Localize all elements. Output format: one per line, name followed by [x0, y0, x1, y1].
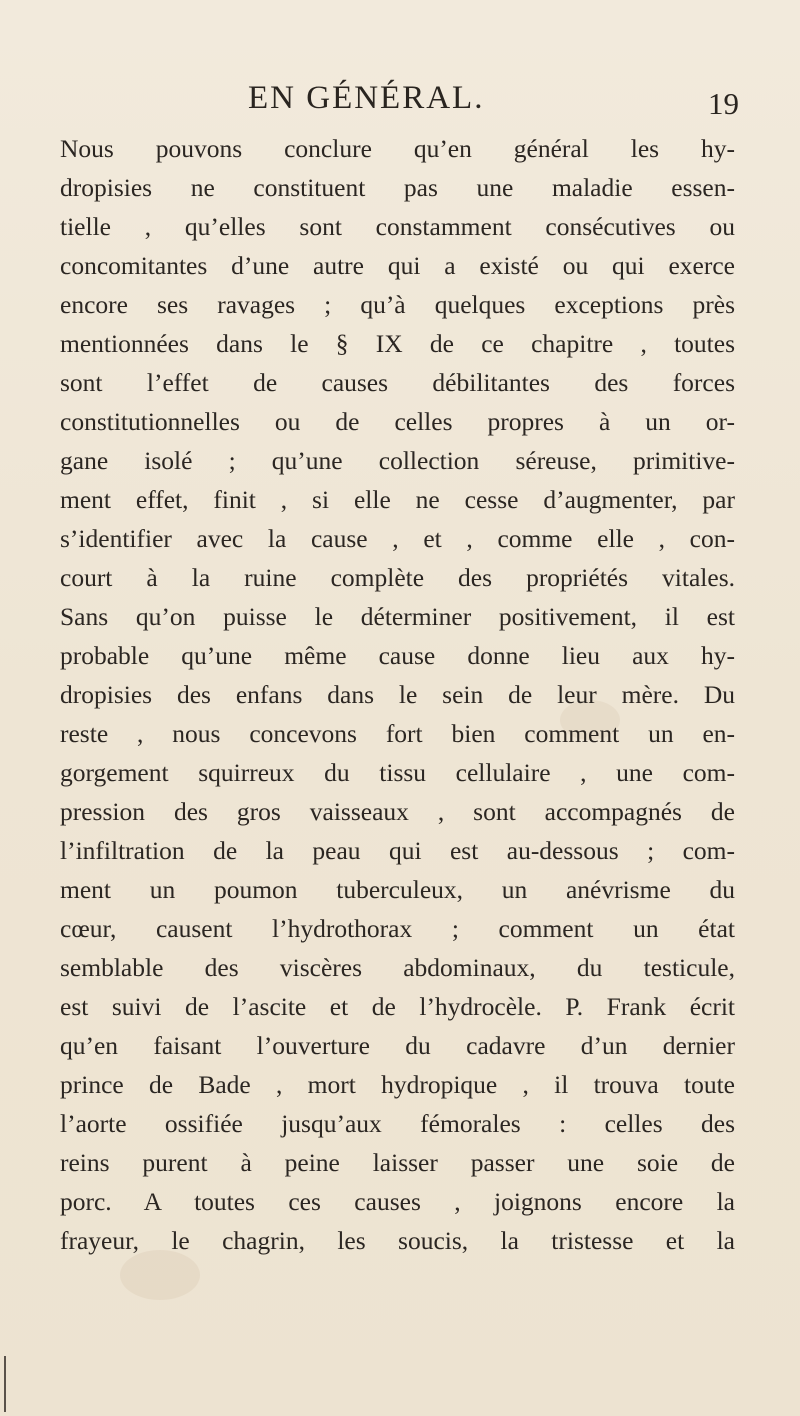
text-line: qu’en faisant l’ouverture du cadavre d’un dernier: [60, 1031, 735, 1060]
text-line: sont l’effet de causes débilitantes des forces: [60, 368, 735, 397]
text-line: constitutionnelles ou de celles propres à un or-: [60, 407, 735, 436]
text-line: mentionnées dans le § IX de ce chapitre , toutes: [60, 329, 735, 358]
text-line: l’infiltration de la peau qui est au-dessous ; com-: [60, 836, 735, 865]
text-line: ment effet, finit , si elle ne cesse d’augmenter, par: [60, 485, 735, 514]
text-line: tielle , qu’elles sont constamment consécutives ou: [60, 212, 735, 241]
text-line: Sans qu’on puisse le déterminer positivement, il est: [60, 602, 735, 631]
text-line: s’identifier avec la cause , et , comme elle , con-: [60, 524, 735, 553]
text-line: cœur, causent l’hydrothorax ; comment un état: [60, 914, 735, 943]
text-line: pression des gros vaisseaux , sont accompagnés de: [60, 797, 735, 826]
text-line: frayeur, le chagrin, les soucis, la tristesse et la: [60, 1226, 735, 1255]
text-line: ment un poumon tuberculeux, un anévrisme du: [60, 875, 735, 904]
page-edge-mark: [4, 1356, 6, 1412]
page-header: [0, 80, 800, 130]
text-line: Nous pouvons conclure qu’en général les hy-: [60, 134, 735, 163]
text-line: prince de Bade , mort hydropique , il trouva toute: [60, 1070, 735, 1099]
text-line: porc. A toutes ces causes , joignons encore la: [60, 1187, 735, 1216]
page-number: 19: [708, 86, 739, 121]
text-line: dropisies des enfans dans le sein de leur mère. Du: [60, 680, 735, 709]
text-line: gorgement squirreux du tissu cellulaire , une com-: [60, 758, 735, 787]
text-line: reins purent à peine laisser passer une soie de: [60, 1148, 735, 1177]
text-line: gane isolé ; qu’une collection séreuse, primitive-: [60, 446, 735, 475]
text-line: concomitantes d’une autre qui a existé ou qui exerce: [60, 251, 735, 280]
text-line: reste , nous concevons fort bien comment un en-: [60, 719, 735, 748]
text-line: court à la ruine complète des propriétés vitales.: [60, 563, 735, 592]
text-line: probable qu’une même cause donne lieu aux hy-: [60, 641, 735, 670]
text-line: encore ses ravages ; qu’à quelques exceptions près: [60, 290, 735, 319]
text-line: l’aorte ossifiée jusqu’aux fémorales : celles des: [60, 1109, 735, 1138]
running-title: EN GÉNÉRAL.: [248, 80, 485, 116]
text-line: est suivi de l’ascite et de l’hydrocèle. P. Frank écrit: [60, 992, 735, 1021]
text-line: dropisies ne constituent pas une maladie essen-: [60, 173, 735, 202]
text-line: semblable des viscères abdominaux, du testicule,: [60, 953, 735, 982]
